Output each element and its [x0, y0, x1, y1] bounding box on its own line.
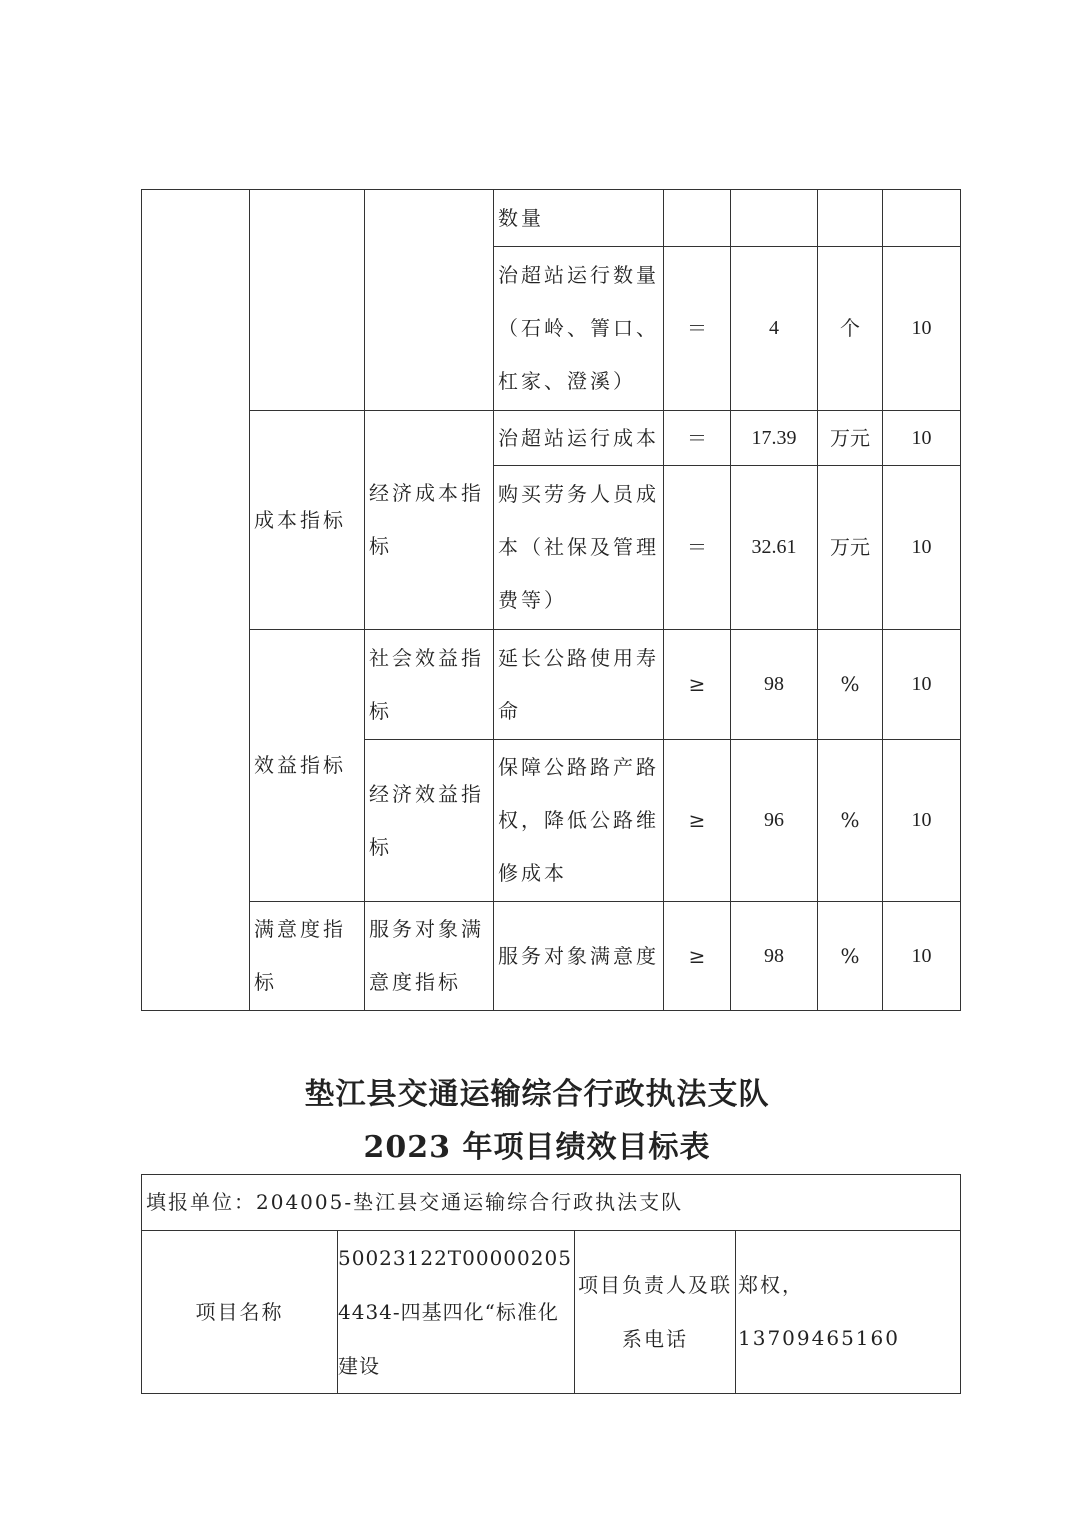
score-cell: 10 — [883, 902, 961, 1011]
unit-cell: 万元 — [818, 411, 883, 466]
indicator-cell: 服务对象满意度 — [494, 902, 664, 1011]
score-cell: 10 — [883, 466, 961, 630]
level3-cell-social: 社会效益指标 — [365, 630, 494, 740]
unit-cell: % — [818, 902, 883, 1011]
indicator-cell: 保障公路路产路权，降低公路维修成本 — [494, 740, 664, 902]
unit-cell: % — [818, 740, 883, 902]
indicator-cell: 购买劳务人员成本（社保及管理费等） — [494, 466, 664, 630]
level3-cell-economic-benefit: 经济效益指标 — [365, 740, 494, 902]
unit-cell: 个 — [818, 247, 883, 411]
value-cell: 32.61 — [731, 466, 818, 630]
value-cell: 98 — [731, 630, 818, 740]
level2-cell-satisfaction: 满意度指标 — [250, 902, 365, 1011]
level3-cell-satisfaction: 服务对象满意度指标 — [365, 902, 494, 1011]
indicator-cell: 延长公路使用寿命 — [494, 630, 664, 740]
op-cell: ＝ — [664, 466, 731, 630]
project-name-label: 项目名称 — [142, 1231, 338, 1394]
value-cell: 4 — [731, 247, 818, 411]
indicator-table — [141, 189, 961, 1011]
level2-cell-cost: 成本指标 — [250, 411, 365, 630]
op-cell: ＝ — [664, 411, 731, 466]
level3-cell-economic-cost: 经济成本指标 — [365, 411, 494, 630]
value-cell: 96 — [731, 740, 818, 902]
value-cell — [731, 190, 818, 247]
unit-cell: % — [818, 630, 883, 740]
page-title: 垫江县交通运输综合行政执法支队 — [304, 1077, 770, 1112]
indicator-cell: 数量 — [494, 190, 664, 247]
level2-cell-output — [250, 190, 365, 411]
unit-cell: 万元 — [818, 466, 883, 630]
score-cell — [883, 190, 961, 247]
op-cell: ≥ — [664, 902, 731, 1011]
level1-cell — [142, 190, 250, 1011]
op-cell: ＝ — [664, 247, 731, 411]
reporting-unit: 填报单位：204005-垫江县交通运输综合行政执法支队 — [142, 1175, 961, 1231]
score-cell: 10 — [883, 411, 961, 466]
value-cell: 98 — [731, 902, 818, 1011]
page-subtitle: 2023 年项目绩效目标表 — [363, 1130, 711, 1165]
project-name-value: 50023122T000002054434-四基四化“标准化建设 — [338, 1231, 575, 1394]
op-cell — [664, 190, 731, 247]
indicator-cell: 治超站运行成本 — [494, 411, 664, 466]
indicator-cell: 治超站运行数量（石岭、箐口、杠家、澄溪） — [494, 247, 664, 411]
project-info-table — [141, 1174, 961, 1394]
op-cell: ≥ — [664, 740, 731, 902]
level3-cell-quantity — [365, 190, 494, 411]
unit-cell — [818, 190, 883, 247]
score-cell: 10 — [883, 247, 961, 411]
contact-label: 项目负责人及联系电话 — [575, 1231, 736, 1394]
score-cell: 10 — [883, 630, 961, 740]
op-cell: ≥ — [664, 630, 731, 740]
contact-value: 郑权，13709465160 — [736, 1231, 961, 1394]
value-cell: 17.39 — [731, 411, 818, 466]
score-cell: 10 — [883, 740, 961, 902]
level2-cell-benefit: 效益指标 — [250, 630, 365, 902]
